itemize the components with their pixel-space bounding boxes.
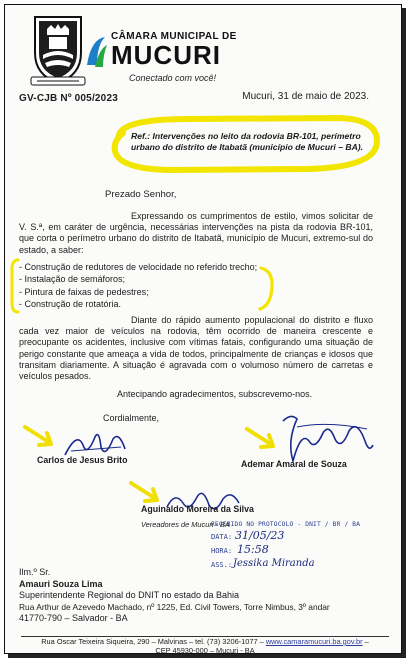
recipient-address-line-1: Rua Arthur de Azevedo Machado, nº 1225, Ed. Civil Towers, Torre Nimbus, 3º andar: [19, 601, 330, 612]
arrow-pointer-icon: [245, 427, 279, 451]
arrow-pointer-icon: [129, 481, 163, 505]
request-list: [19, 261, 257, 311]
institution-slogan: Conectado com você!: [129, 73, 217, 83]
closing-thanks: Antecipando agradecimentos, subscrevemo-nos.: [117, 389, 313, 399]
stamp-date-value: 31/05/23: [235, 529, 285, 542]
recipient-block: [19, 567, 330, 625]
list-item: - Instalação de semáforos;: [19, 274, 126, 285]
signatory-left-name: Carlos de Jesus Brito: [37, 455, 128, 465]
footer-website-link[interactable]: www.camaramucuri.ba.gov.br: [265, 637, 363, 646]
stamp-sign-value: Jessika Miranda: [233, 558, 315, 569]
footer-line-1: [19, 637, 391, 646]
document-number: GV-CJB Nº 005/2023: [19, 93, 118, 104]
paragraph-request: Expressando os cumprimentos de estilo, vimos solicitar de V. S.ª, em caráter de urgência, necessárias intervenções na pista da rodovia BR-101, que corta o perímetro urbano do distrito de Itabatã, município de Mucuri, extremo-sul do estado, a saber:: [19, 211, 373, 255]
arrow-pointer-icon: [23, 425, 57, 449]
stamp-time-label: HORA:: [211, 547, 233, 555]
stamp-date-label: DATA:: [211, 533, 233, 541]
signatory-center-name: Aguinaldo Moreira da Silva: [141, 504, 254, 514]
signatory-right-name: Ademar Amaral de Souza: [241, 459, 347, 469]
stamp-sign-label: ASS.:: [211, 561, 233, 569]
document-page: [4, 4, 402, 654]
letterhead: [25, 13, 385, 91]
recipient-salutation: Ilm.º Sr.: [19, 567, 51, 577]
recipient-name: Amauri Souza Lima: [19, 578, 103, 589]
footer-separator: –: [362, 637, 369, 646]
reference-text: Ref.: Intervenções no leito da rodovia BR-101, perímetro urbano do distrito de Itabatã (município de Mucuri – BA).: [131, 131, 364, 152]
signatories-role: Vereadores de Mucuri - BA: [141, 520, 230, 529]
footer-line-2: CEP 45930-000 – Mucuri - BA: [155, 646, 255, 654]
closing-regards: Cordialmente,: [103, 413, 160, 423]
footer-address: Rua Oscar Teixeira Siqueira, 290 – Malvinas – tel. (73) 3206-1077 –: [41, 637, 266, 646]
coat-of-arms-icon: [29, 13, 87, 87]
place-date: Mucuri, 31 de maio de 2023.: [242, 91, 369, 102]
salutation: Prezado Senhor,: [105, 189, 177, 200]
reference-block: [109, 115, 381, 173]
paragraph-justification: Diante do rápido aumento populacional do distrito e fluxo cada vez maior de veículos na rodovia, têm ocorrido de maneira crescente e preocupante os acidentes, inclusive com vítimas fatais, configurando uma situação de perigo constante que ameaça a vida de todos, principalmente de crianças e idosos que transitam diariamente. A situação é agravada com o volumoso número de carretas e veículos pesados.: [19, 315, 373, 382]
list-item: - Construção de redutores de velocidade no referido trecho;: [19, 262, 258, 272]
stamp-time-value: 15:58: [237, 543, 269, 556]
footer: [19, 637, 391, 654]
list-item: - Construção de rotatória.: [19, 299, 122, 310]
brand-mark-icon: [85, 35, 109, 69]
list-item: - Pintura de faixas de pedestres;: [19, 286, 149, 297]
recipient-title: Superintendente Regional do DNIT no estado da Bahia: [19, 590, 239, 600]
institution-name-main: MUCURI: [111, 40, 221, 70]
recipient-address-line-2: 41770-790 – Salvador - BA: [19, 613, 128, 623]
stamp-title: RECEBIDO NO PROTOCOLO - DNIT / BR / BA: [211, 521, 361, 528]
right-bracket-mark-icon: [257, 265, 277, 313]
institution-name-top: CÂMARA MUNICIPAL DE: [111, 31, 237, 42]
